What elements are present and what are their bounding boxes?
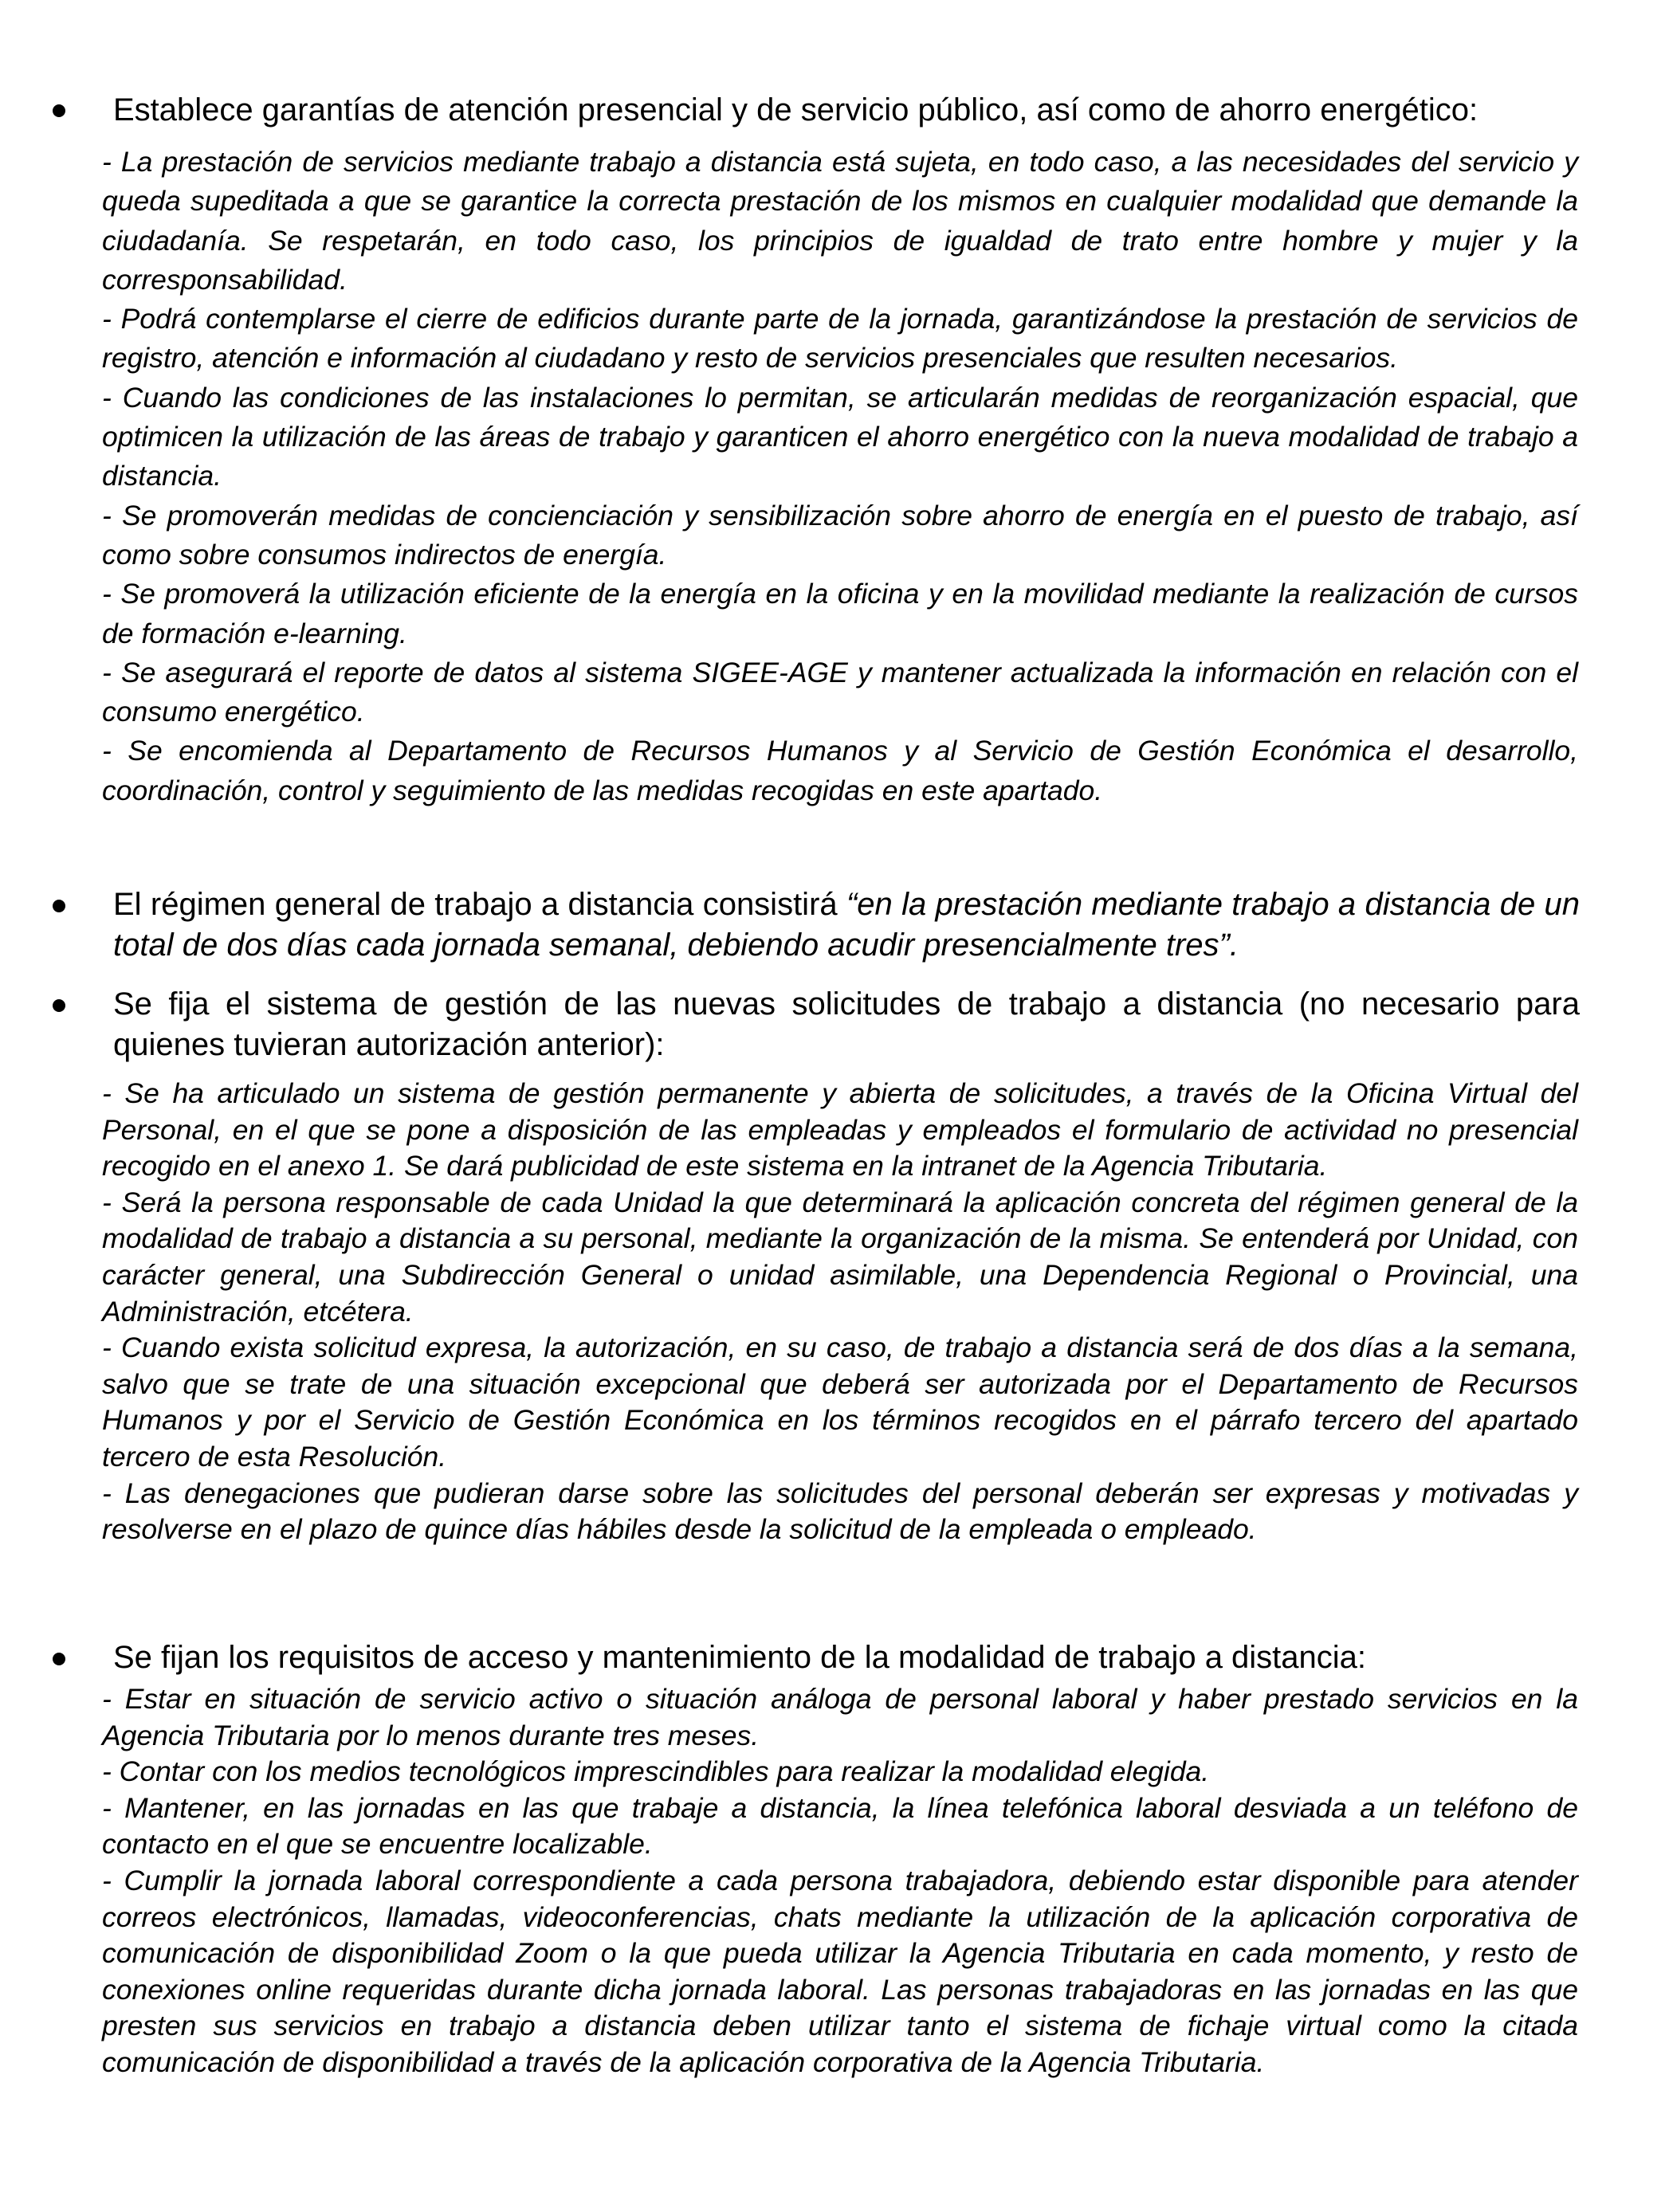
list-item: - Se asegurará el reporte de datos al sistema SIGEE-AGE y mantener actualizada la información en relación con el consumo energético. <box>102 656 1578 728</box>
section-heading: Establece garantías de atención presencial y de servicio público, así como de ahorro energético: <box>113 92 1479 127</box>
list-item: - Estar en situación de servicio activo o situación análoga de personal laboral y haber prestado servicios en la Agencia Tributaria por lo menos durante tres meses. <box>102 1683 1578 1751</box>
list-item: - Será la persona responsable de cada Unidad la que determinará la aplicación concreta del régimen general de la modalidad de trabajo a distancia a su personal, mediante la organización de la misma. Se entenderá por Unidad, con carácter general, una Subdirección General o unidad asimilable, una Dependencia Regional o Provincial, una Administración, etcétera. <box>102 1186 1578 1328</box>
heading-quote-text: “en la prestación mediante trabajo a distancia de un total de dos días cada jornada semanal, debiendo acudir presencialmente tres”. <box>113 887 1581 963</box>
heading-plain-text: El régimen general de trabajo a distancia consistirá <box>113 887 846 922</box>
list-item: - Mantener, en las jornadas en las que trabaje a distancia, la línea telefónica laboral desviada a un teléfono de contacto en el que se encuentre localizable. <box>102 1791 1578 1861</box>
list-item: - La prestación de servicios mediante trabajo a distancia está sujeta, en todo caso, a las necesidades del servicio y queda supeditada a que se garantice la correcta prestación de los mismos en cualquier modalidad que demande la ciudadanía. Se respetarán, en todo caso, los principios de igualdad de trato entre hombre y mujer y la corresponsabilidad. <box>102 146 1578 296</box>
list-item: - Las denegaciones que pudieran darse sobre las solicitudes del personal deberán ser expresas y motivadas y resolverse en el plazo de quince días hábiles desde la solicitud de la empleada o empleado. <box>102 1477 1578 1546</box>
bullet-icon <box>53 900 65 912</box>
list-item: - Podrá contemplarse el cierre de edificios durante parte de la jornada, garantizándose la prestación de servicios de registro, atención e información al ciudadano y resto de servicios presenciales que resulten necesarios. <box>102 303 1578 375</box>
list-item: - Se promoverán medidas de concienciación y sensibilización sobre ahorro de energía en el puesto de trabajo, así como sobre consumos indirectos de energía. <box>102 499 1578 571</box>
section-heading: Se fijan los requisitos de acceso y mantenimiento de la modalidad de trabajo a distancia: <box>113 1640 1367 1675</box>
list-item: - Se ha articulado un sistema de gestión permanente y abierta de solicitudes, a través de la Oficina Virtual del Personal, en el que se pone a disposición de las empleadas y empleados el formulario de actividad no presencial recogido en el anexo 1. Se dará publicidad de este sistema en la intranet de la Agencia Tributaria. <box>102 1077 1578 1182</box>
list-item: - Se encomienda al Departamento de Recursos Humanos y al Servicio de Gestión Económica el desarrollo, coordinación, control y seguimiento de las medidas recogidas en este apartado. <box>102 735 1578 806</box>
list-item: - Cuando las condiciones de las instalaciones lo permitan, se articularán medidas de reorganización espacial, que optimicen la utilización de las áreas de trabajo y garanticen el ahorro energético con la nueva modalidad de trabajo a distancia. <box>102 381 1578 492</box>
bullet-icon <box>53 999 65 1012</box>
section-items <box>102 143 1578 810</box>
section-items <box>102 1076 1578 1548</box>
bullet-icon <box>53 104 65 117</box>
list-item: - Cumplir la jornada laboral correspondiente a cada persona trabajadora, debiendo estar disponible para atender correos electrónicos, llamadas, videoconferencias, chats mediante la utilización de la aplicación corporativa de comunicación de disponibilidad Zoom o la que pueda utilizar la Agencia Tributaria en cada momento, y resto de conexiones online requeridas durante dicha jornada laboral. Las personas trabajadoras en las jornadas en las que presten sus servicios en trabajo a distancia deben utilizar tanto el sistema de fichaje virtual como la citada comunicación de disponibilidad a través de la aplicación corporativa de la Agencia Tributaria. <box>102 1864 1578 2078</box>
section-items <box>102 1681 1578 2081</box>
section-heading: Se fija el sistema de gestión de las nuevas solicitudes de trabajo a distancia (no necesario para quienes tuvieran autorización anterior): <box>113 986 1580 1062</box>
list-item: - Se promoverá la utilización eficiente de la energía en la oficina y en la movilidad mediante la realización de cursos de formación e-learning. <box>102 578 1578 649</box>
bullet-icon <box>53 1653 65 1665</box>
section-heading <box>113 884 1580 966</box>
list-item: - Cuando exista solicitud expresa, la autorización, en su caso, de trabajo a distancia será de dos días a la semana, salvo que se trate de una situación excepcional que deberá ser autorizada por el Departamento de Recursos Humanos y por el Servicio de Gestión Económica en los términos recogidos en el párrafo tercero del apartado tercero de esta Resolución. <box>102 1332 1578 1473</box>
list-item: - Contar con los medios tecnológicos imprescindibles para realizar la modalidad elegida. <box>102 1755 1210 1788</box>
